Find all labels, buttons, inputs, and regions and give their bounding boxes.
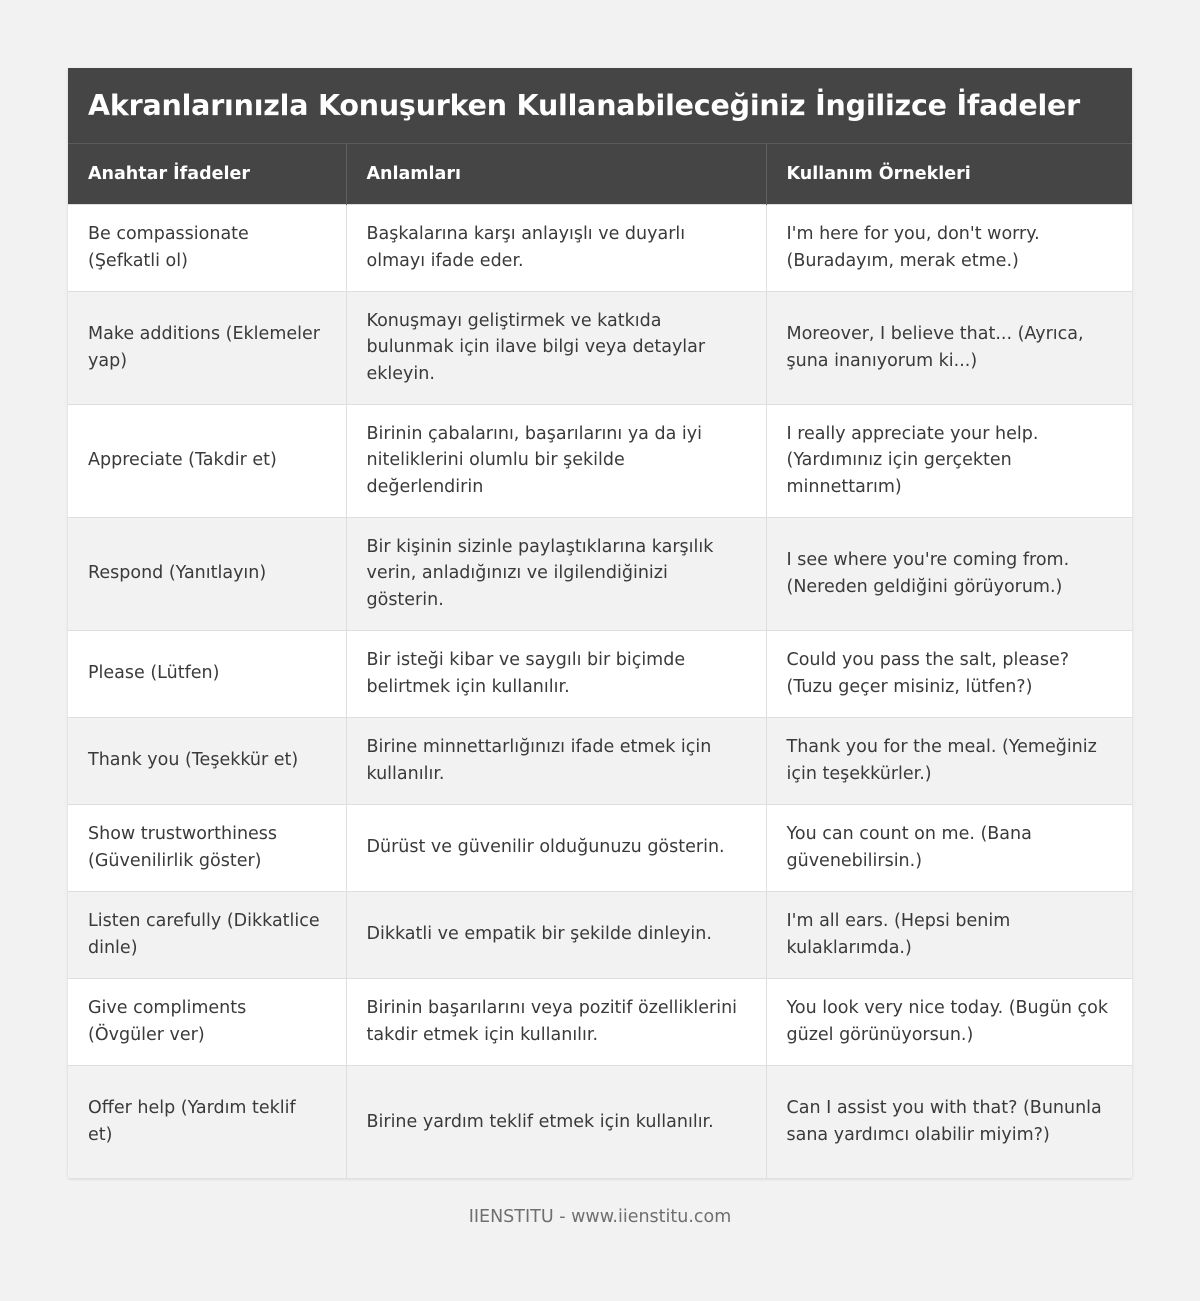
table-row	[68, 204, 1132, 291]
page-title: Akranlarınızla Konuşurken Kullanabileceğiniz İngilizce İfadeler	[88, 89, 1081, 122]
cell-example: I'm all ears. (Hepsi benim kulaklarımda.)	[766, 891, 1132, 978]
cell-key-phrase: Give compliments (Övgüler ver)	[68, 978, 346, 1065]
cell-example: Could you pass the salt, please? (Tuzu geçer misiniz, lütfen?)	[766, 630, 1132, 717]
table-row	[68, 517, 1132, 630]
table-row	[68, 291, 1132, 404]
table-row	[68, 1065, 1132, 1178]
cell-key-phrase: Make additions (Eklemeler yap)	[68, 291, 346, 404]
cell-meaning: Birine yardım teklif etmek için kullanılır.	[346, 1065, 766, 1178]
table-row	[68, 978, 1132, 1065]
cell-example: You look very nice today. (Bugün çok güzel görünüyorsun.)	[766, 978, 1132, 1065]
table-header-row	[68, 144, 1132, 204]
cell-meaning: Dürüst ve güvenilir olduğunuzu gösterin.	[346, 804, 766, 891]
cell-meaning: Başkalarına karşı anlayışlı ve duyarlı olmayı ifade eder.	[346, 204, 766, 291]
cell-meaning: Dikkatli ve empatik bir şekilde dinleyin.	[346, 891, 766, 978]
cell-example: I'm here for you, don't worry. (Buradayım, merak etme.)	[766, 204, 1132, 291]
table-card	[68, 68, 1132, 1178]
cell-meaning: Bir isteği kibar ve saygılı bir biçimde belirtmek için kullanılır.	[346, 630, 766, 717]
cell-example: Can I assist you with that? (Bununla sana yardımcı olabilir miyim?)	[766, 1065, 1132, 1178]
cell-key-phrase: Thank you (Teşekkür et)	[68, 717, 346, 804]
cell-meaning: Konuşmayı geliştirmek ve katkıda bulunmak için ilave bilgi veya detaylar ekleyin.	[346, 291, 766, 404]
column-header-key-phrases: Anahtar İfadeler	[68, 144, 346, 204]
cell-key-phrase: Listen carefully (Dikkatlice dinle)	[68, 891, 346, 978]
cell-example: You can count on me. (Bana güvenebilirsin.)	[766, 804, 1132, 891]
cell-meaning: Birinin başarılarını veya pozitif özelliklerini takdir etmek için kullanılır.	[346, 978, 766, 1065]
table-row	[68, 891, 1132, 978]
footer-credit: IIENSTITU - www.iienstitu.com	[468, 1207, 732, 1227]
table-row	[68, 804, 1132, 891]
column-header-usage-examples: Kullanım Örnekleri	[766, 144, 1132, 204]
title-bar	[68, 68, 1132, 144]
cell-key-phrase: Please (Lütfen)	[68, 630, 346, 717]
cell-example: Moreover, I believe that... (Ayrıca, şuna inanıyorum ki...)	[766, 291, 1132, 404]
cell-example: I see where you're coming from. (Nereden geldiğini görüyorum.)	[766, 517, 1132, 630]
cell-example: I really appreciate your help. (Yardımınız için gerçekten minnettarım)	[766, 404, 1132, 517]
cell-meaning: Birine minnettarlığınızı ifade etmek için kullanılır.	[346, 717, 766, 804]
column-header-meanings: Anlamları	[346, 144, 766, 204]
cell-key-phrase: Respond (Yanıtlayın)	[68, 517, 346, 630]
cell-key-phrase: Offer help (Yardım teklif et)	[68, 1065, 346, 1178]
cell-key-phrase: Appreciate (Takdir et)	[68, 404, 346, 517]
table-row	[68, 717, 1132, 804]
table-row	[68, 404, 1132, 517]
cell-meaning: Bir kişinin sizinle paylaştıklarına karşılık verin, anladığınızı ve ilgilendiğinizi gösterin.	[346, 517, 766, 630]
phrases-table	[68, 144, 1132, 1178]
cell-key-phrase: Be compassionate (Şefkatli ol)	[68, 204, 346, 291]
table-row	[68, 630, 1132, 717]
cell-example: Thank you for the meal. (Yemeğiniz için teşekkürler.)	[766, 717, 1132, 804]
cell-key-phrase: Show trustworthiness (Güvenilirlik göster)	[68, 804, 346, 891]
cell-meaning: Birinin çabalarını, başarılarını ya da iyi niteliklerini olumlu bir şekilde değerlendirin	[346, 404, 766, 517]
